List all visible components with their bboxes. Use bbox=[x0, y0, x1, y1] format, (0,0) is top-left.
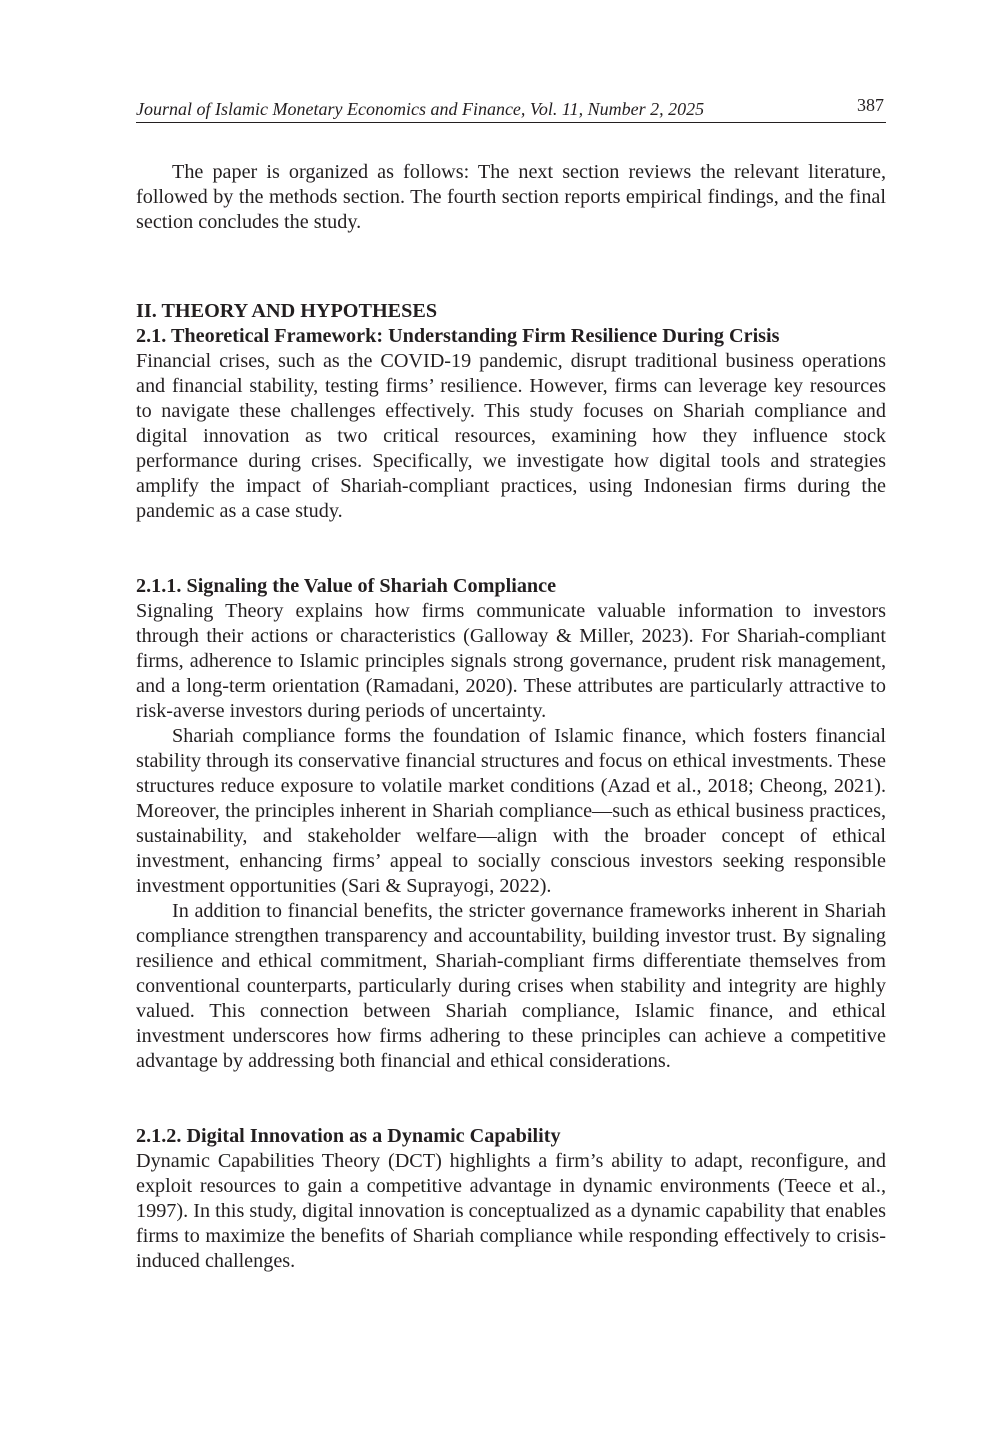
journal-title: Journal of Islamic Monetary Economics and Finance, Vol. 11, Number 2, 2025 bbox=[136, 99, 705, 119]
paragraph-2-1-1-c: In addition to financial benefits, the stricter governance frameworks inherent in Shariah compliance strengthen transparency and accountability, building investor trust. By signaling resilience and ethical commitment, Shariah-compliant firms differentiate themselves from conventional counterparts, particularly during crises when stability and integrity are highly valued. This connection between Shariah compliance, Islamic finance, and ethical investment underscores how firms adhering to these principles can achieve a competitive advantage by addressing both financial and ethical considerations. bbox=[136, 900, 886, 1072]
paragraph-2-1: Financial crises, such as the COVID-19 pandemic, disrupt traditional business operations and financial stability, testing firms’ resilience. However, firms can leverage key resources to navigate these challenges effectively. This study focuses on Shariah compliance and digital innovation as two critical resources, examining how they influence stock performance during crises. Specifically, we investigate how digital tools and strategies amplify the impact of Shariah-compliant practices, using Indonesian firms during the pandemic as a case study. bbox=[136, 350, 886, 522]
paragraph-2-1-2: Dynamic Capabilities Theory (DCT) highlights a firm’s ability to adapt, reconfigure, and exploit resources to gain a competitive advantage in dynamic environments (Teece et al., 1997). In this study, digital innovation is conceptualized as a dynamic capability that enables firms to maximize the benefits of Shariah compliance while responding effectively to crisis-induced challenges. bbox=[136, 1150, 886, 1272]
paragraph-2-1-1-a: Signaling Theory explains how firms communicate valuable information to investors through their actions or characteristics (Galloway & Miller, 2023). For Shariah-compliant firms, adherence to Islamic principles signals strong governance, prudent risk management, and a long-term orientation (Ramadani, 2020). These attributes are particularly attractive to risk-averse investors during periods of uncertainty. bbox=[136, 600, 886, 722]
page-number: 387 bbox=[857, 95, 884, 115]
subsection-title-2-1-2: 2.1.2. Digital Innovation as a Dynamic Capability bbox=[136, 1125, 561, 1147]
running-header bbox=[136, 94, 886, 123]
page-body bbox=[136, 160, 886, 1274]
subsection-title-2-1: 2.1. Theoretical Framework: Understanding Firm Resilience During Crisis bbox=[136, 325, 780, 347]
subsection-title-2-1-1: 2.1.1. Signaling the Value of Shariah Compliance bbox=[136, 575, 557, 597]
paragraph-2-1-1-b: Shariah compliance forms the foundation of Islamic finance, which fosters financial stability through its conservative financial structures and focus on ethical investments. These structures reduce exposure to volatile market conditions (Azad et al., 2018; Cheong, 2021). Moreover, the principles inherent in Shariah compliance—such as ethical business practices, sustainability, and stakeholder welfare—align with the broader concept of ethical investment, enhancing firms’ appeal to socially conscious investors seeking responsible investment opportunities (Sari & Suprayogi, 2022). bbox=[136, 725, 886, 897]
section-title: II. THEORY AND HYPOTHESES bbox=[136, 300, 438, 322]
intro-paragraph: The paper is organized as follows: The next section reviews the relevant literature, followed by the methods section. The fourth section reports empirical findings, and the final section concludes the study. bbox=[136, 161, 886, 233]
